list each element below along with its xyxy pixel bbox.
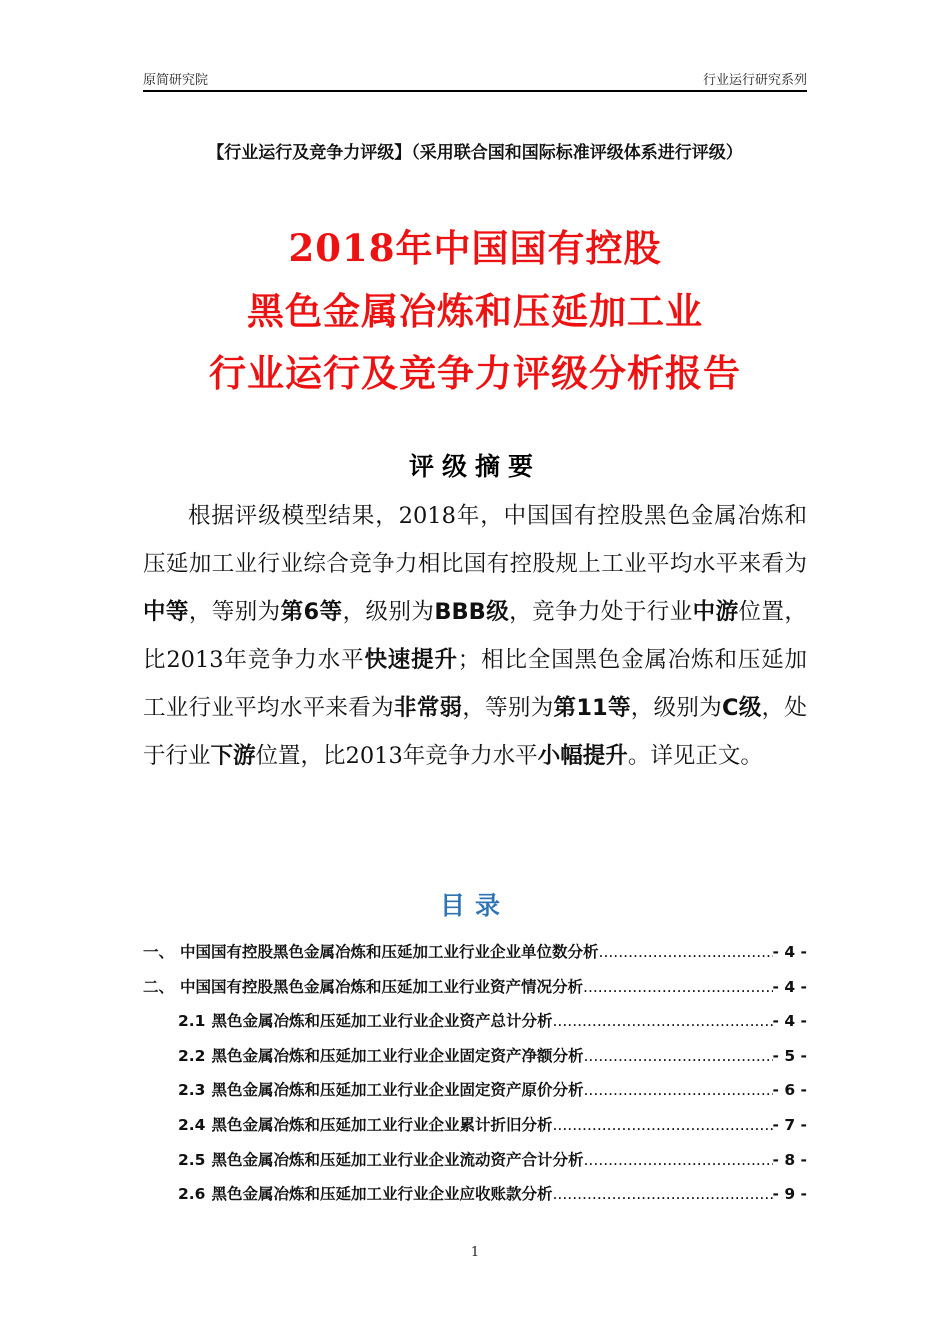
- toc-entry-number: 2.3: [178, 1081, 206, 1100]
- toc-entry-number: 2.4: [178, 1115, 206, 1134]
- toc-entry-number: 2.6: [178, 1185, 206, 1204]
- abstract-emphasis: C级: [722, 695, 762, 721]
- abstract-text: 位置，比2013年竞争力水平: [143, 599, 807, 673]
- abstract-text: 位置，比2013年竞争力水平: [255, 743, 538, 769]
- abstract-heading: 评级摘要: [408, 452, 541, 481]
- abstract-text: ，级别为: [630, 695, 723, 721]
- header-series: 行业运行研究系列: [702, 73, 807, 88]
- abstract-text: ，等别为: [188, 599, 281, 625]
- toc-entry[interactable]: [143, 1078, 807, 1113]
- toc-entry-page: - 4 -: [772, 943, 807, 961]
- report-title-line-3: 行业运行及竞争力评级分析报告: [209, 351, 741, 395]
- abstract-text: ，等别为: [462, 695, 554, 721]
- toc-entry-label: 黑色金属冶炼和压延加工业行业企业流动资产合计分析: [211, 1150, 584, 1169]
- toc-entry-page: - 4 -: [772, 1012, 807, 1031]
- toc-entry-label: 黑色金属冶炼和压延加工业行业企业累计折旧分析: [211, 1115, 553, 1134]
- toc-entry-number: 二、: [143, 977, 175, 996]
- toc-entry-label: 黑色金属冶炼和压延加工业行业企业资产总计分析: [211, 1012, 553, 1031]
- toc-entry-number: 2.1: [178, 1012, 206, 1031]
- toc-entry-label: 中国国有控股黑色金属冶炼和压延加工业行业企业单位数分析: [180, 943, 599, 961]
- table-of-contents: [143, 940, 807, 1217]
- abstract-body: [143, 492, 807, 780]
- abstract-emphasis: 第11等: [553, 695, 631, 721]
- toc-entry[interactable]: [143, 1148, 807, 1183]
- abstract-emphasis: 下游: [210, 743, 256, 769]
- abstract-emphasis: BBB级: [434, 599, 510, 625]
- abstract-text: 。详见正文。: [627, 743, 763, 769]
- toc-entry-page: - 6 -: [772, 1081, 807, 1100]
- abstract-text: ，竞争力处于行业: [509, 599, 693, 625]
- toc-leader-dots: [552, 1185, 772, 1203]
- toc-entry-number: 一、: [143, 943, 175, 961]
- toc-entry[interactable]: [143, 1009, 807, 1044]
- toc-leader-dots: [599, 943, 773, 961]
- toc-leader-dots: [552, 1116, 772, 1134]
- toc-entry-label: 黑色金属冶炼和压延加工业行业企业固定资产净额分析: [211, 1046, 584, 1065]
- abstract-emphasis: 中游: [692, 599, 739, 625]
- toc-entry[interactable]: [143, 940, 807, 975]
- toc-entry[interactable]: [143, 1044, 807, 1079]
- toc-entry-number: 2.2: [178, 1046, 206, 1065]
- rating-tagline: 【行业运行及竞争力评级】（采用联合国和国际标准评级体系进行评级）: [207, 143, 743, 163]
- toc-leader-dots: [552, 1012, 772, 1030]
- abstract-text: ；相比全国黑色金属冶炼和压延加工业行业平均水平来看为: [143, 647, 807, 721]
- toc-leader-dots: [583, 1081, 772, 1099]
- toc-entry-label: 中国国有控股黑色金属冶炼和压延加工业行业资产情况分析: [180, 977, 584, 996]
- toc-entry-page: - 4 -: [772, 977, 807, 996]
- toc-heading: 目录: [439, 891, 510, 920]
- page-header: [143, 66, 807, 92]
- report-title-line-1: 2018年中国国有控股: [288, 226, 662, 270]
- abstract-emphasis: 小幅提升: [537, 743, 628, 769]
- toc-leader-dots: [583, 1047, 772, 1065]
- toc-entry[interactable]: [143, 975, 807, 1010]
- toc-entry[interactable]: [143, 1182, 807, 1217]
- toc-entry[interactable]: [143, 1113, 807, 1148]
- abstract-paragraph: [143, 492, 807, 780]
- abstract-text: ，级别为: [342, 599, 435, 625]
- header-institute: 原简研究院: [143, 73, 209, 88]
- toc-entry-page: - 8 -: [772, 1150, 807, 1169]
- toc-entry-page: - 9 -: [772, 1185, 807, 1204]
- toc-entry-number: 2.5: [178, 1150, 206, 1169]
- toc-entry-label: 黑色金属冶炼和压延加工业行业企业固定资产原价分析: [211, 1081, 584, 1100]
- abstract-text: 根据评级模型结果，2018年，中国国有控股黑色金属冶炼和压延加工业行业综合竞争力相比国有控股规上工业平均水平来看为: [143, 503, 807, 577]
- toc-entry-page: - 7 -: [772, 1115, 807, 1134]
- abstract-emphasis: 第6等: [280, 599, 343, 625]
- toc-entry-label: 黑色金属冶炼和压延加工业行业企业应收账款分析: [211, 1185, 553, 1204]
- report-title-line-2: 黑色金属冶炼和压延加工业: [247, 289, 703, 333]
- abstract-emphasis: 非常弱: [393, 695, 463, 721]
- toc-leader-dots: [583, 978, 773, 996]
- abstract-text: ，处于行业: [143, 695, 807, 769]
- page-number: 1: [470, 1245, 480, 1260]
- abstract-emphasis: 快速提升: [364, 647, 458, 673]
- toc-entry-page: - 5 -: [772, 1046, 807, 1065]
- abstract-emphasis: 中等: [143, 599, 189, 625]
- toc-leader-dots: [583, 1151, 772, 1169]
